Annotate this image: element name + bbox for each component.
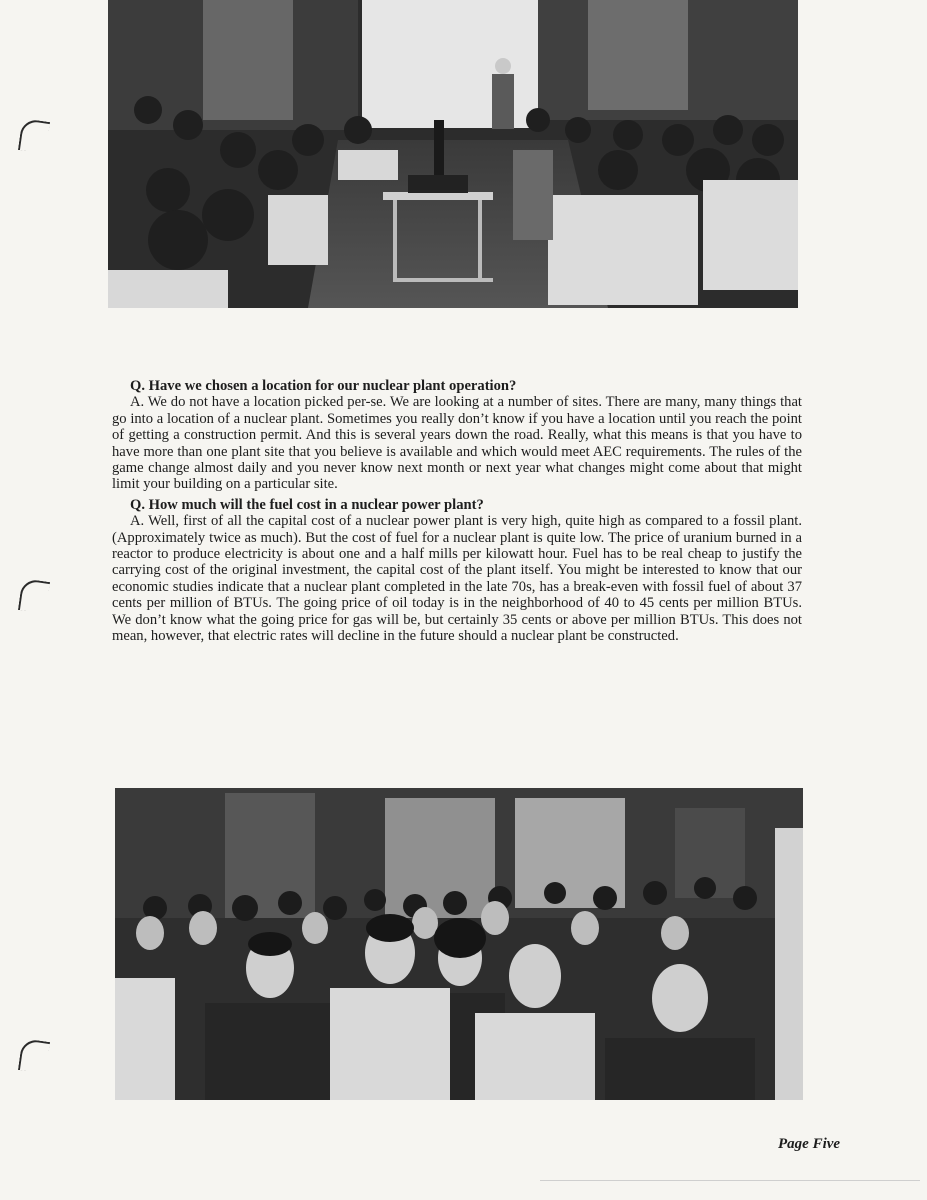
binder-hole-middle xyxy=(18,578,50,614)
answer-2: A. Well, first of all the capital cost of a nuclear power plant is very high, quite high as compared to a fossil plant. (Approximately twice as much). But the cost of fuel for a nuclear plant is quite low. The price of uranium burned in a reactor to produce electricity is about one and a half mills per kilowatt hour. Fuel has to be real cheap to justify the carrying cost of the original investment, the capital cost of the plant itself. You might be interested to know that our economic studies indicate that a nuclear plant completed in the late 70s, has a break-even with fossil fuel of about 37 cents per million of BTUs. The going price of oil today is in the neighborhood of 40 to 45 cents per million BTUs. We don’t know what the going price for gas will be, but certainly 35 cents or above per million BTUs. This does not mean, however, that electric rates will decline in the future should a nuclear plant be constructed. xyxy=(112,513,802,645)
question-2: Q. How much will the fuel cost in a nuclear power plant? xyxy=(130,496,484,513)
seated-audience-photo xyxy=(115,788,803,1100)
qa-article xyxy=(112,378,802,645)
binder-hole-top xyxy=(18,118,50,154)
bottom-rule xyxy=(540,1180,920,1181)
binder-hole-bottom xyxy=(18,1038,50,1074)
answer-1: A. We do not have a location picked per-se. We are looking at a number of sites. There are many, many things that go into a location of a nuclear plant. Sometimes you really don’t know if you have a location until you reach the point of getting a construction permit. And this is several years down the road. Really, what this means is that you have to have more than one plant site that you believe is available and which would meet AEC requirements. The rules of the game change almost daily and you never know next month or next year what changes might come about that might limit your building on a particular site. xyxy=(112,394,802,493)
audience-with-speaker-photo xyxy=(108,0,798,308)
page-number: Page Five xyxy=(778,1136,841,1152)
question-1: Q. Have we chosen a location for our nuclear plant operation? xyxy=(130,378,517,394)
